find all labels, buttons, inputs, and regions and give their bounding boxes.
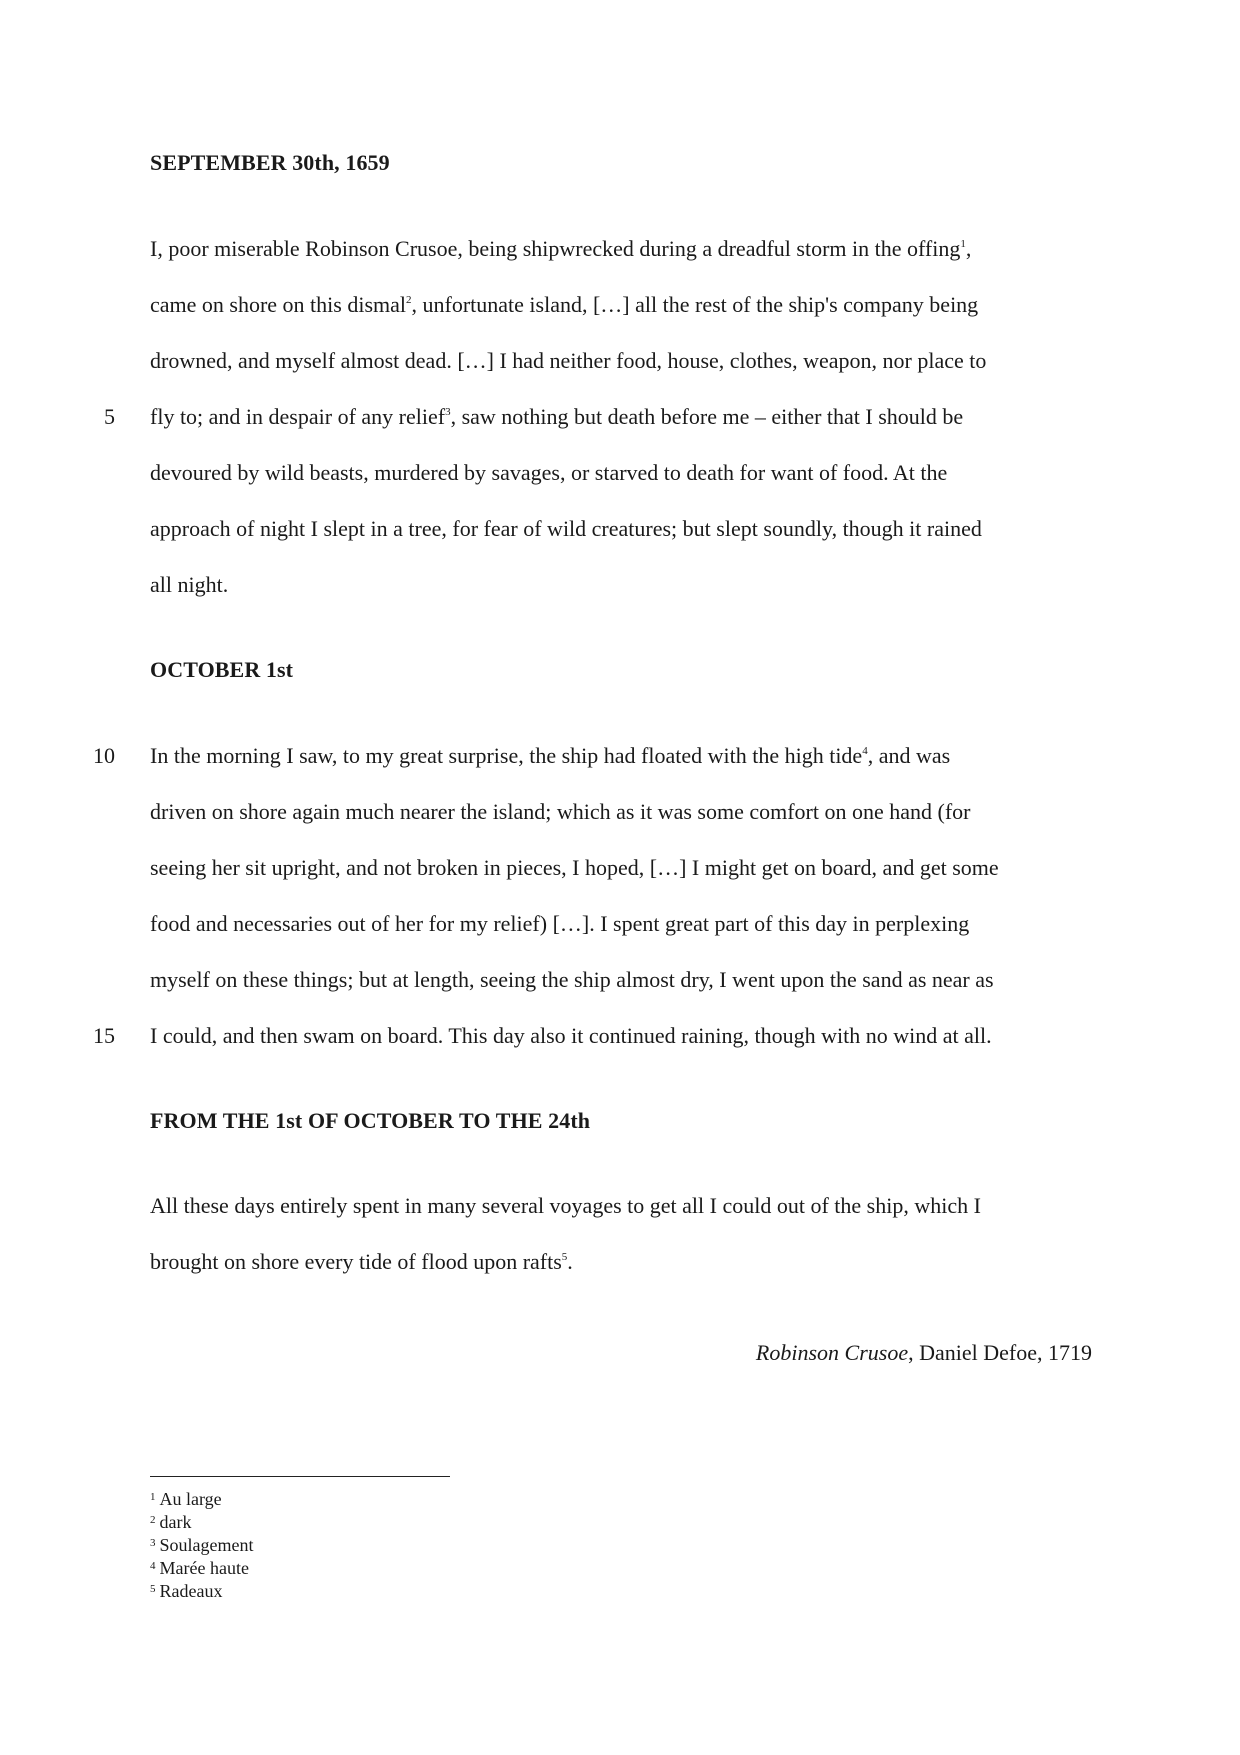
- text-line-13: I could, and then swam on board. This day also it continued raining, though with no wind at all.: [150, 1023, 992, 1048]
- section-heading-oct1: OCTOBER 1st: [150, 657, 294, 682]
- footnote-ref-2: 2: [406, 294, 412, 306]
- text-line-7: all night.: [150, 572, 229, 597]
- text-line-1: I, poor miserable Robinson Crusoe, being shipwrecked during a dreadful storm in the offing$^1$,: [150, 236, 972, 261]
- footnote-1: $^1$ Au large: [150, 1489, 222, 1509]
- line-number-10: 10: [93, 743, 115, 768]
- text-line-12: myself on these things; but at length, seeing the ship almost dry, I went upon the sand as near as: [150, 967, 994, 992]
- text-line-4: fly to; and in despair of any relief$^3$, saw nothing but death before me – either that I should be: [150, 404, 964, 429]
- text-line-5: devoured by wild beasts, murdered by savages, or starved to death for want of food. At the: [150, 460, 948, 485]
- citation-author-year: , Daniel Defoe, 1719: [908, 1340, 1092, 1365]
- footnote-4: $^4$ Marée haute: [150, 1558, 249, 1578]
- text-line-10: seeing her sit upright, and not broken in pieces, I hoped, […] I might get on board, and get some: [150, 855, 999, 880]
- text-line-2: came on shore on this dismal$^2$, unfortunate island, […] all the rest of the ship's company being: [150, 292, 979, 317]
- footnote-ref-3: 3: [445, 406, 451, 418]
- source-citation: [756, 1340, 1092, 1366]
- footnote-5: $^5$ Radeaux: [150, 1581, 223, 1601]
- text-line-8: In the morning I saw, to my great surprise, the ship had floated with the high tide$^4$, and was: [150, 743, 951, 768]
- line-number-15: 15: [93, 1023, 115, 1048]
- text-line-9: driven on shore again much nearer the island; which as it was some comfort on one hand (for: [150, 799, 971, 824]
- footnote-2: $^2$ dark: [150, 1512, 192, 1532]
- text-line-6: approach of night I slept in a tree, for fear of wild creatures; but slept soundly, though it rained: [150, 516, 982, 541]
- footnote-ref-1: 1: [960, 238, 966, 250]
- section-heading-oct1-to-24: FROM THE 1st OF OCTOBER TO THE 24th: [150, 1108, 591, 1133]
- text-line-14: All these days entirely spent in many several voyages to get all I could out of the ship, which I: [150, 1193, 981, 1218]
- footnote-ref-4: 4: [862, 745, 868, 757]
- text-line-3: drowned, and myself almost dead. […] I had neither food, house, clothes, weapon, nor place to: [150, 348, 987, 373]
- text-line-15: brought on shore every tide of flood upon rafts$^5$.: [150, 1249, 573, 1274]
- footnote-ref-5: 5: [561, 1251, 568, 1263]
- line-number-5: 5: [104, 404, 115, 429]
- citation-title: Robinson Crusoe: [755, 1340, 909, 1365]
- text-line-11: food and necessaries out of her for my relief) […]. I spent great part of this day in perplexing: [150, 911, 970, 936]
- footnote-separator: [150, 1476, 450, 1477]
- section-heading-sept30: SEPTEMBER 30th, 1659: [150, 150, 390, 175]
- footnote-3: $^3$ Soulagement: [150, 1535, 254, 1555]
